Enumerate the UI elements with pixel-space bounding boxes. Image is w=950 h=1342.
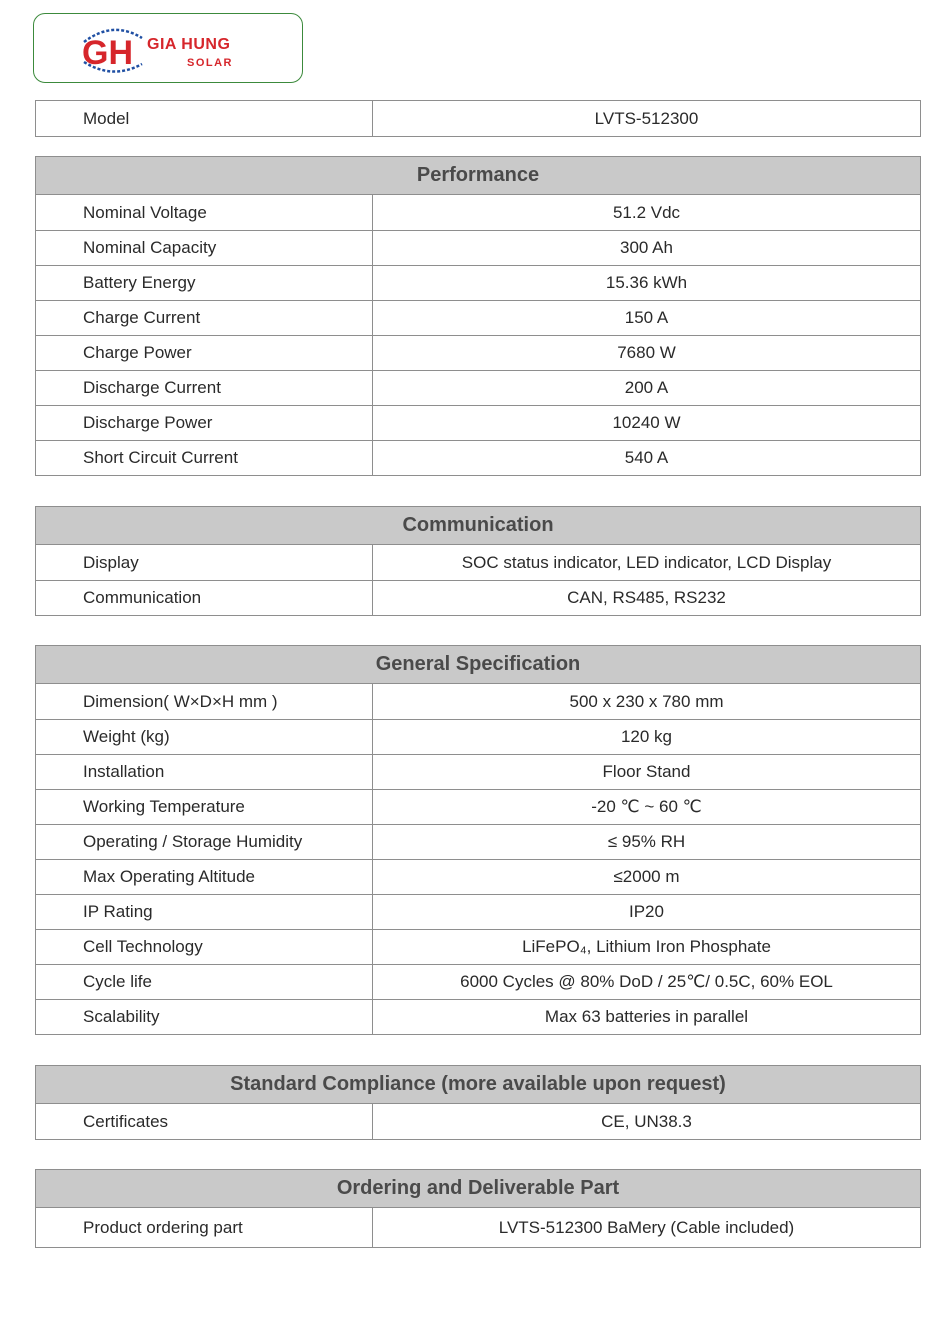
communication-table [35,506,921,616]
spec-value: IP20 [629,902,664,921]
logo-brand-name: GIA HUNG [147,36,231,53]
spec-value: 300 Ah [620,238,673,257]
spec-value: SOC status indicator, LED indicator, LCD Display [461,552,832,572]
table-row [36,300,920,335]
table-row [36,1104,920,1139]
spec-label: Cycle life [36,965,373,999]
spec-label: Charge Power [36,336,373,370]
spec-label: Scalability [36,1000,373,1034]
spec-value: Floor Stand [602,762,691,781]
spec-value: 500 x 230 x 780 mm [569,691,724,711]
table-row [36,999,920,1034]
table-row [36,580,920,615]
table-row [36,824,920,859]
table-row [36,789,920,824]
table-row [36,335,920,370]
table-row [36,894,920,929]
logo-mark-text: GH [82,34,133,72]
table-row [36,265,920,300]
table-row [36,719,920,754]
table-row [36,405,920,440]
spec-value: LVTS-512300 [594,108,699,128]
spec-value: CAN, RS485, RS232 [567,588,726,607]
spec-label: Battery Energy [36,266,373,300]
spec-value: 51.2 Vdc [612,202,681,222]
spec-value: 7680 W [617,343,676,362]
spec-value: LiFePO₄, Lithium Iron Phosphate [522,937,771,956]
spec-label: Installation [36,755,373,789]
spec-label: Display [36,545,373,580]
performance-table [35,156,921,476]
spec-label: Working Temperature [36,790,373,824]
section-title: Standard Compliance (more available upon request) [36,1066,920,1104]
spec-value: 6000 Cycles @ 80% DoD / 25℃/ 0.5C, 60% EOL [460,972,833,991]
standard-compliance-table [35,1065,921,1140]
spec-label: Weight (kg) [36,720,373,754]
spec-label: IP Rating [36,895,373,929]
table-row [36,230,920,265]
spec-value: 200 A [624,378,669,397]
spec-label: Short Circuit Current [36,441,373,475]
section-title: Performance [36,157,920,195]
spec-label: Dimension( W×D×H mm ) [36,684,373,719]
spec-label: Model [36,101,373,136]
table-row [36,859,920,894]
spec-label: Discharge Power [36,406,373,440]
gh-logo-icon [78,22,148,78]
table-row [36,964,920,999]
spec-value: LVTS-512300 BaMery (Cable included) [498,1217,795,1237]
table-row [36,101,920,136]
spec-value: 540 A [624,448,669,467]
section-title: General Specification [36,646,920,684]
table-row [36,195,920,230]
spec-label: Communication [36,581,373,615]
spec-value: CE, UN38.3 [601,1111,692,1131]
spec-value: Max 63 batteries in parallel [544,1007,749,1026]
table-row [36,929,920,964]
table-row [36,1208,920,1247]
spec-label: Charge Current [36,301,373,335]
spec-value: 120 kg [620,727,673,746]
spec-value: 15.36 kWh [605,273,688,292]
spec-value: 150 A [624,308,669,327]
spec-label: Discharge Current [36,371,373,405]
spec-label: Certificates [36,1104,373,1139]
spec-value: ≤2000 m [613,867,680,886]
table-row [36,440,920,475]
spec-value: 10240 W [612,413,681,432]
general-specification-table [35,645,921,1035]
spec-label: Cell Technology [36,930,373,964]
spec-label: Nominal Capacity [36,231,373,265]
logo-brand-sub: SOLAR [187,57,233,69]
table-row [36,684,920,719]
section-title: Ordering and Deliverable Part [36,1170,920,1208]
table-row [36,754,920,789]
spec-value: ≤ 95% RH [607,832,686,851]
table-row [36,545,920,580]
section-title: Communication [36,507,920,545]
table-row [36,370,920,405]
spec-label: Nominal Voltage [36,195,373,230]
spec-label: Max Operating Altitude [36,860,373,894]
spec-value: -20 ℃ ~ 60 ℃ [591,797,702,816]
ordering-deliverable-table [35,1169,921,1248]
model-table [35,100,921,137]
spec-label: Operating / Storage Humidity [36,825,373,859]
brand-logo [33,13,303,83]
spec-label: Product ordering part [36,1208,373,1247]
